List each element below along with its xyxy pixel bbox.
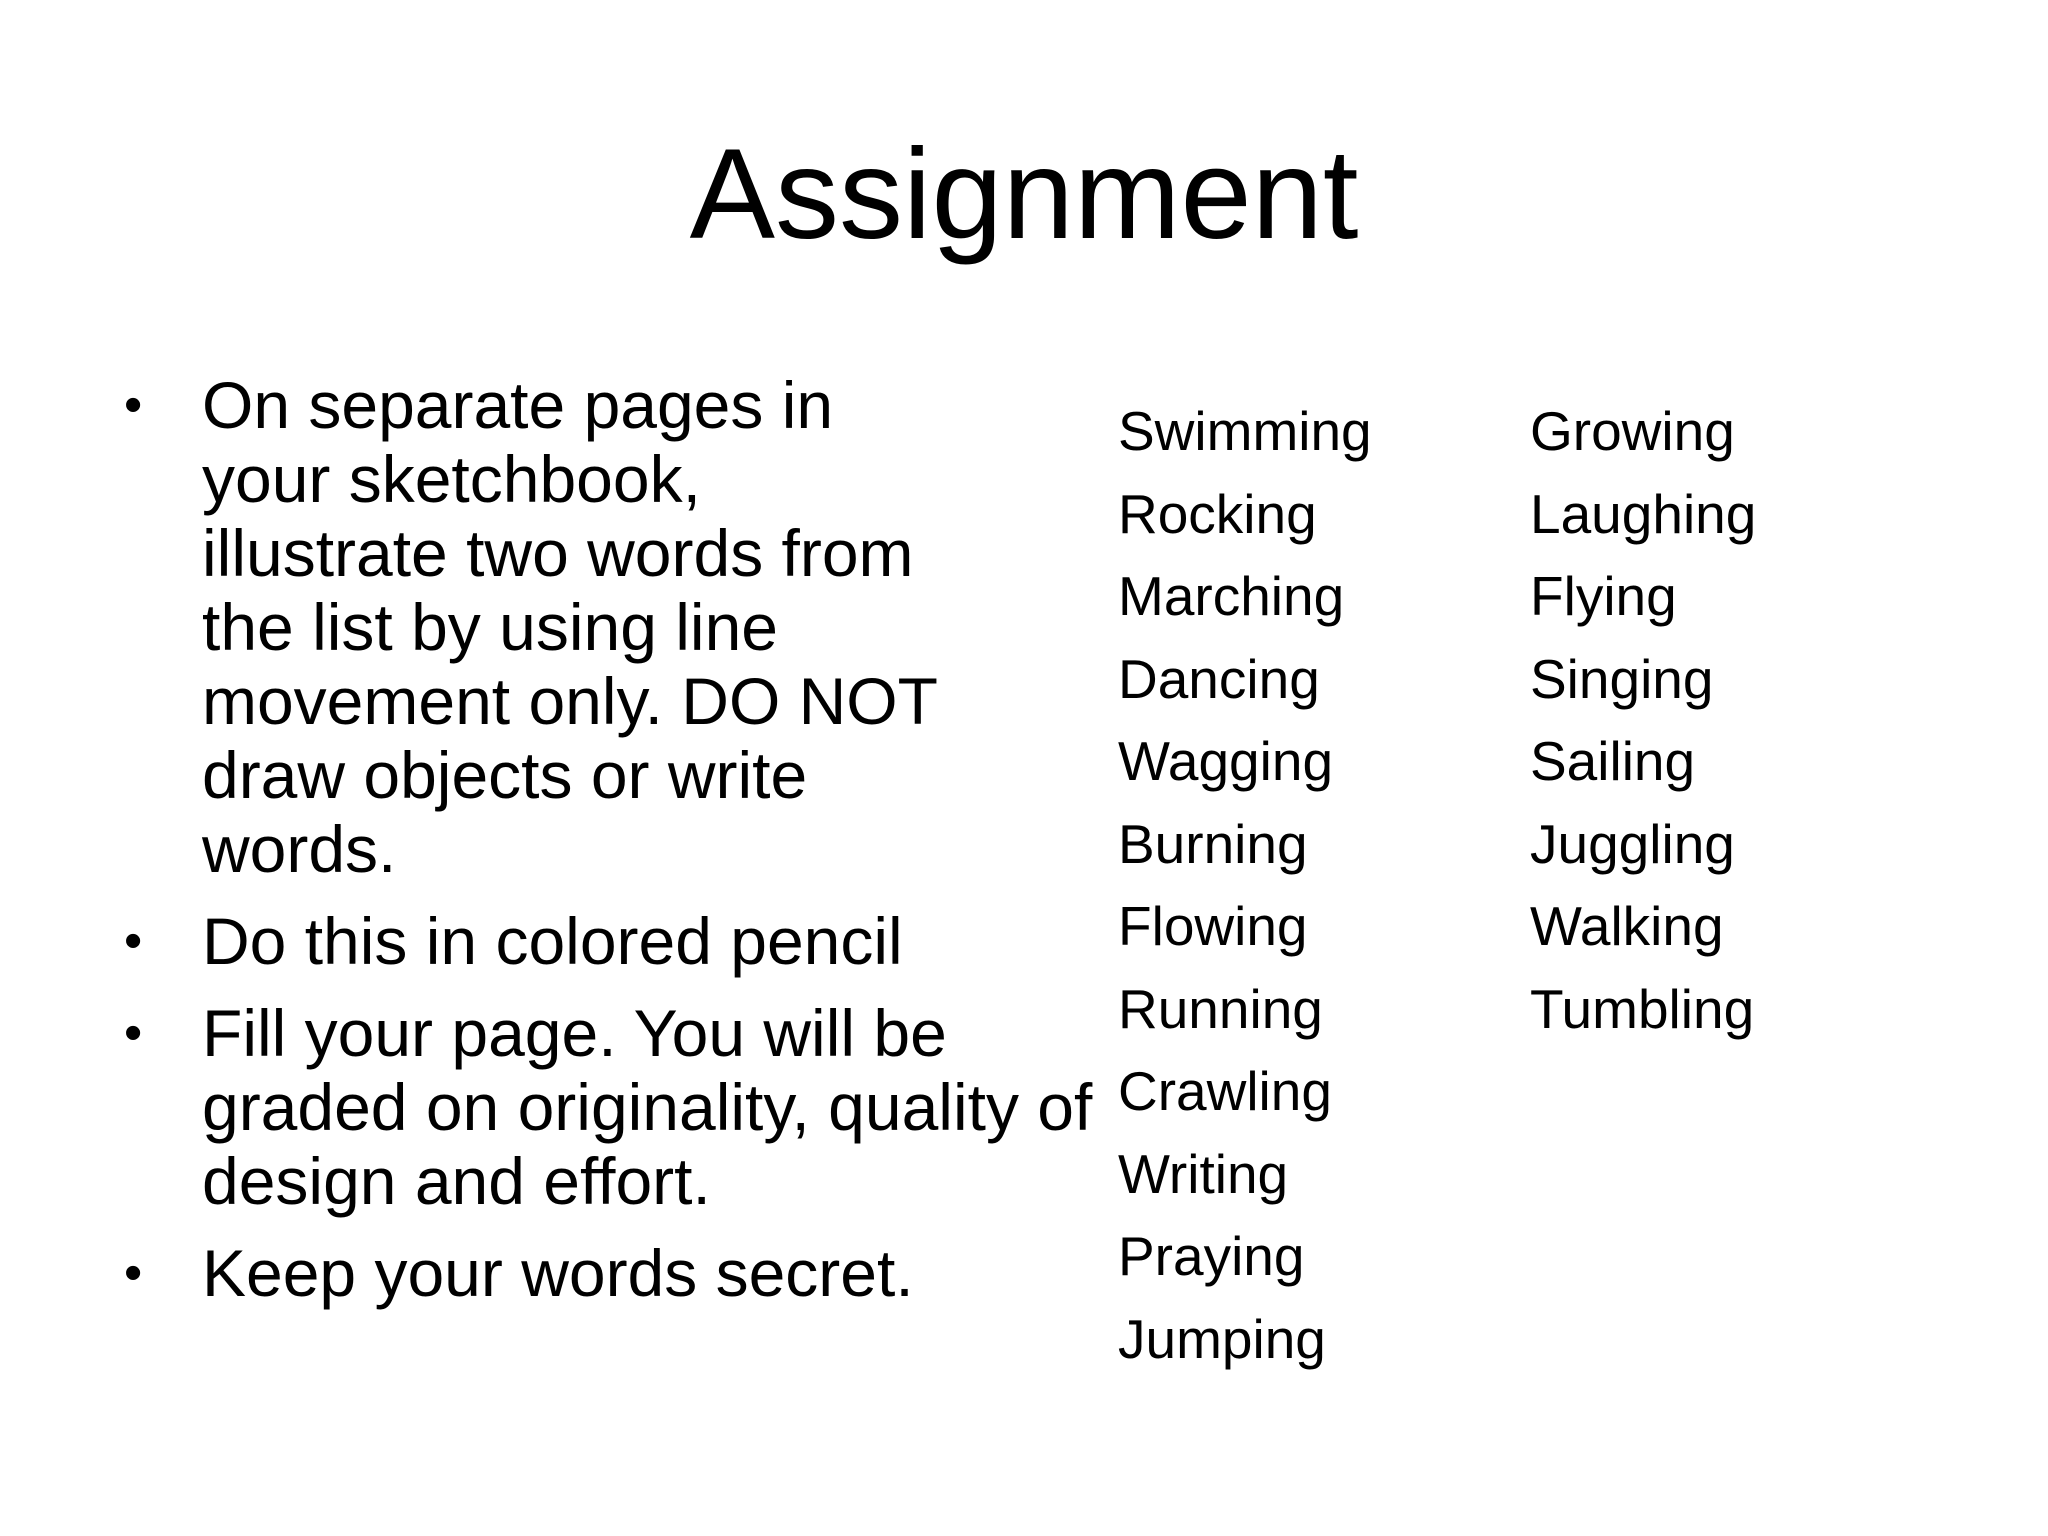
- word-item: Sailing: [1530, 730, 1696, 792]
- instruction-text: On separate pages in your sketchbook, illustrate two words from the list by using line movement only. DO NOT draw objects or write words.: [202, 368, 937, 886]
- word-item: Dancing: [1118, 647, 1320, 710]
- instruction-item: [120, 996, 1102, 1218]
- word-item: Singing: [1530, 647, 1714, 710]
- word-item: Running: [1118, 977, 1323, 1040]
- bullet-icon: •: [124, 912, 143, 970]
- instruction-list: [120, 368, 1093, 1328]
- word-list-column-1: [1118, 390, 1372, 1380]
- word-item: Swimming: [1118, 400, 1372, 462]
- word-item: Flying: [1530, 565, 1677, 627]
- slide-title: Assignment: [689, 123, 1359, 266]
- word-item: Flowing: [1118, 895, 1308, 957]
- word-item: Writing: [1118, 1142, 1289, 1205]
- word-item: Burning: [1118, 812, 1308, 875]
- word-list-column-2: [1530, 390, 1756, 1050]
- word-item: Tumbling: [1530, 977, 1755, 1040]
- instruction-text: Do this in colored pencil: [202, 904, 903, 978]
- word-item: Praying: [1118, 1225, 1305, 1287]
- word-item: Crawling: [1118, 1060, 1332, 1122]
- word-item: Walking: [1530, 895, 1724, 957]
- instruction-item: [120, 904, 1102, 978]
- bullet-icon: •: [124, 1244, 143, 1302]
- word-item: Jumping: [1118, 1307, 1326, 1370]
- word-item: Laughing: [1530, 482, 1757, 545]
- instruction-text: Keep your words secret.: [202, 1236, 914, 1310]
- word-item: Wagging: [1118, 730, 1334, 792]
- word-item: Juggling: [1530, 812, 1735, 875]
- instruction-item: [120, 1236, 1102, 1310]
- instruction-item: [120, 368, 942, 886]
- word-item: Growing: [1530, 400, 1735, 462]
- bullet-icon: •: [124, 376, 143, 434]
- word-item: Rocking: [1118, 482, 1317, 545]
- instruction-text: Fill your page. You will be graded on originality, quality of design and effort.: [202, 996, 1093, 1218]
- word-item: Marching: [1118, 565, 1345, 627]
- bullet-icon: •: [124, 1004, 143, 1062]
